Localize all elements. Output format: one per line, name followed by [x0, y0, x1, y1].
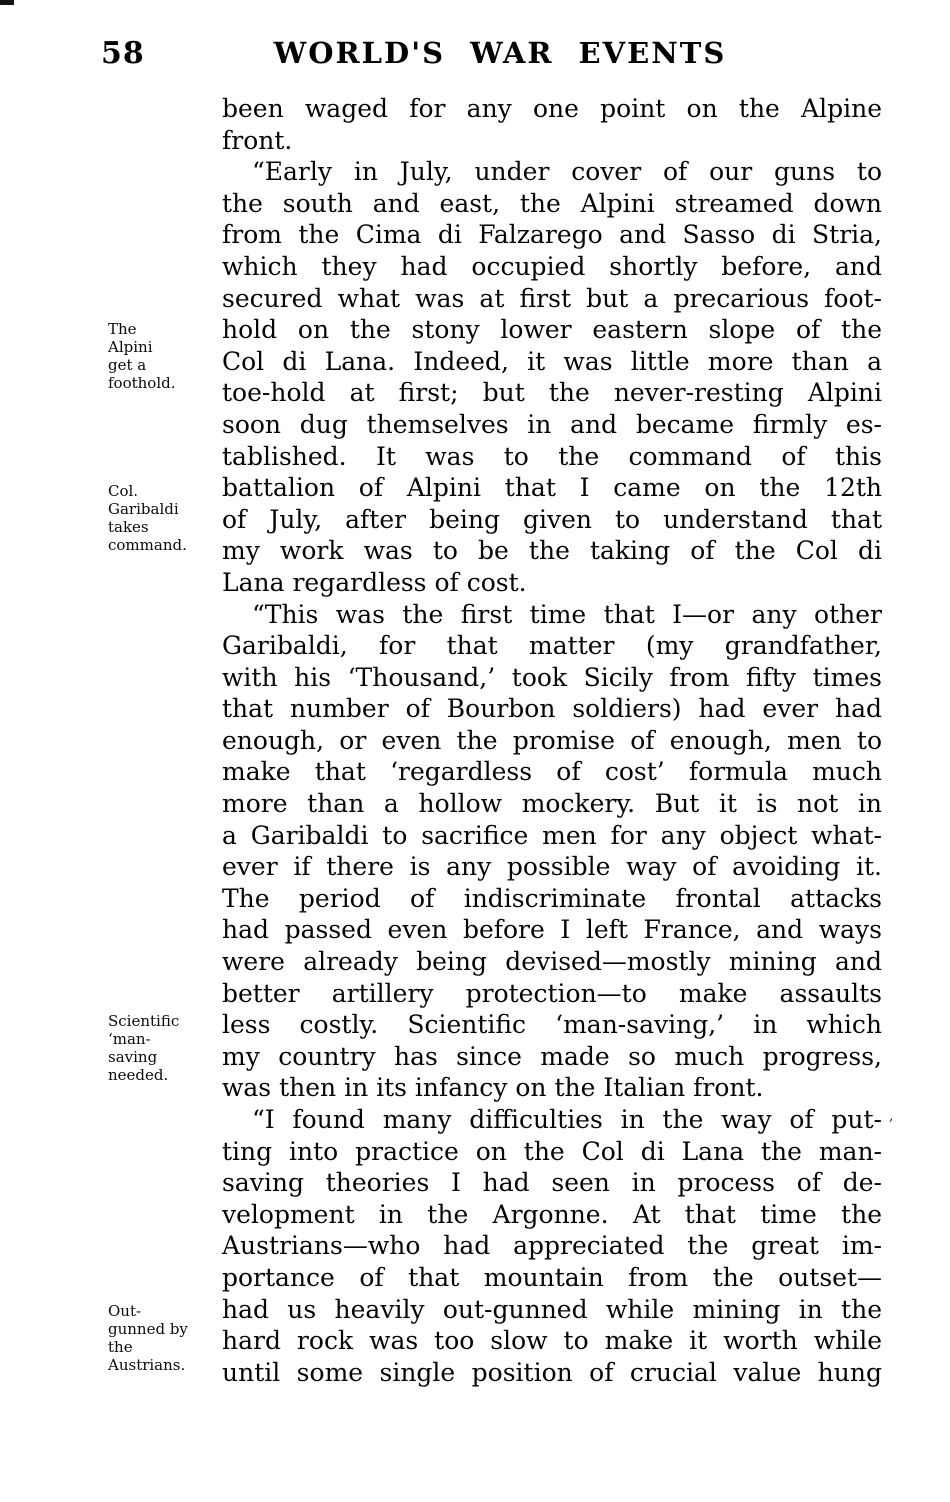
body-line: secured what was at first but a precarious foot- — [222, 283, 882, 313]
body-line: portance of that mountain from the outset— — [222, 1262, 882, 1292]
body-line: battalion of Alpini that I came on the 12th — [222, 473, 882, 503]
sidenote-line: foothold. — [108, 374, 176, 392]
running-title: WORLD'S WAR EVENTS — [273, 36, 727, 70]
body-line: was then in its infancy on the Italian front. — [222, 1073, 764, 1103]
page-number: 58 — [101, 36, 145, 71]
sidenote-line: get a — [108, 356, 147, 374]
body-line: hard rock was too slow to make it worth while — [222, 1326, 882, 1356]
sidenote-garibaldi-command — [108, 482, 220, 554]
body-line: enough, or even the promise of enough, men to — [222, 725, 882, 755]
body-line: Lana regardless of cost. — [222, 567, 527, 597]
body-line: more than a hollow mockery. But it is not in — [222, 789, 882, 819]
body-line: my work was to be the taking of the Col di — [222, 536, 882, 566]
body-line: saving theories I had seen in process of de- — [222, 1168, 882, 1198]
sidenote-line: command. — [108, 536, 187, 554]
body-line: make that ‘regardless of cost’ formula much — [222, 757, 882, 787]
scan-smudge — [0, 0, 14, 5]
body-line: “This was the first time that I—or any other — [252, 599, 882, 629]
sidenote-outgunned — [108, 1302, 220, 1374]
body-line: had us heavily out-gunned while mining in the — [222, 1294, 882, 1324]
body-line: soon dug themselves in and became firmly es- — [222, 409, 882, 439]
sidenote-line: Austrians. — [108, 1356, 186, 1374]
body-line: velopment in the Argonne. At that time the — [222, 1199, 882, 1229]
sidenote-alpini-foothold — [108, 320, 220, 392]
sidenote-line: ‘man- — [108, 1030, 151, 1048]
sidenote-line: saving — [108, 1048, 158, 1066]
body-line: which they had occupied shortly before, and — [222, 251, 882, 281]
body-line: of July, after being given to understand that — [222, 504, 882, 534]
body-line: “Early in July, under cover of our guns to — [252, 157, 882, 187]
body-line: hold on the stony lower eastern slope of the — [222, 315, 882, 345]
sidenote-line: Garibaldi — [108, 500, 179, 518]
body-line: tablished. It was to the command of this — [222, 441, 882, 471]
page-header — [0, 36, 950, 76]
body-line: less costly. Scientific ‘man-saving,’ in which — [222, 1010, 882, 1040]
body-line: ting into practice on the Col di Lana the man- — [222, 1136, 882, 1166]
body-line: been waged for any one point on the Alpine — [222, 94, 882, 123]
body-line: better artillery protection—to make assaults — [222, 978, 882, 1008]
body-line: Austrians—who had appreciated the great im- — [222, 1231, 882, 1261]
body-line: with his ‘Thousand,’ took Sicily from fifty times — [222, 662, 882, 692]
body-line: The period of indiscriminate frontal attacks — [222, 883, 882, 913]
body-line: my country has since made so much progress, — [222, 1041, 882, 1071]
body-line: had passed even before I left France, and ways — [222, 915, 882, 945]
sidenote-line: Scientific — [108, 1012, 180, 1030]
sidenote-line: Col. — [108, 482, 139, 500]
sidenote-line: takes — [108, 518, 149, 536]
body-line: the south and east, the Alpini streamed down — [222, 188, 882, 218]
body-line: front. — [222, 125, 293, 155]
sidenote-line: the — [108, 1338, 133, 1356]
body-line: from the Cima di Falzarego and Sasso di Stria, — [222, 220, 882, 250]
body-line: toe-hold at first; but the never-resting Alpini — [222, 378, 882, 408]
body-line: ever if there is any possible way of avoiding it. — [222, 852, 882, 882]
body-line: Col di Lana. Indeed, it was little more than a — [222, 346, 882, 376]
body-line: Garibaldi, for that matter (my grandfather, — [222, 631, 882, 661]
sidenote-line: needed. — [108, 1066, 169, 1084]
body-text-column — [222, 93, 882, 1388]
sidenote-line: gunned by — [108, 1320, 188, 1338]
scan-artifact-mark: , — [889, 1108, 894, 1124]
sidenote-line: The — [108, 320, 137, 338]
sidenote-line: Out- — [108, 1302, 142, 1320]
body-line: until some single position of crucial value hung — [222, 1357, 882, 1387]
body-line: “I found many difficulties in the way of put- — [252, 1105, 882, 1134]
body-line: a Garibaldi to sacrifice men for any object what- — [222, 820, 882, 850]
body-line: that number of Bourbon soldiers) had ever had — [222, 694, 882, 724]
sidenote-man-saving — [108, 1012, 220, 1084]
sidenote-line: Alpini — [108, 338, 153, 356]
body-line: were already being devised—mostly mining and — [222, 947, 882, 977]
